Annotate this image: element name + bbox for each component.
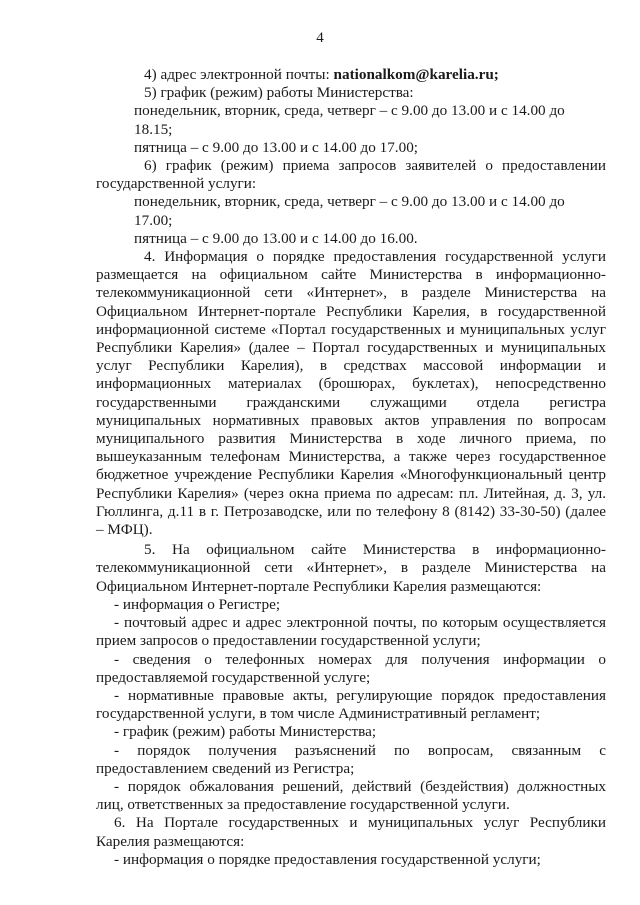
- text-line: пятница – с 9.00 до 13.00 и с 14.00 до 17.00;: [134, 138, 419, 156]
- list-item: - нормативные правовые акты, регулирующие порядок предоставления: [114, 686, 606, 704]
- page-number: 4: [316, 30, 324, 46]
- text-line: муниципальных нормативных правовых актов управления по вопросам: [96, 411, 606, 429]
- list-item: - почтовый адрес и адрес электронной почты, по которым осуществляется: [114, 614, 606, 632]
- text-line: Официальном Интернет-портале Республики Карелия размещаются:: [96, 577, 542, 595]
- text-line: государственной услуги, в том числе Административный регламент;: [96, 705, 541, 723]
- text-line: предоставлением сведений из Регистра;: [96, 759, 355, 777]
- list-item: - информация о порядке предоставления государственной услуги;: [114, 850, 541, 868]
- text-line: – МФЦ).: [96, 521, 153, 539]
- text-line: Республики Карелия» (далее – Портал государственных и муниципальных: [96, 339, 606, 357]
- text-line: предоставляемой государственной услуге;: [96, 668, 371, 686]
- text-line: прием запросов о предоставлении государственной услуги;: [96, 632, 481, 650]
- list-item: - сведения о телефонных номерах для получения информации о: [114, 650, 606, 668]
- list-item: - график (режим) работы Министерства;: [114, 723, 377, 741]
- list-item: - порядок получения разъяснений по вопросам, связанным с: [114, 741, 606, 759]
- text-line: телекоммуникационной сети «Интернет», в разделе Министерства на: [96, 559, 606, 577]
- list-item: - порядок обжалования решений, действий (бездействия) должностных: [114, 777, 606, 795]
- text-line: 6) график (режим) приема запросов заявителей о предоставлении: [144, 157, 606, 175]
- text-line: лиц, ответственных за предоставление государственной услуги.: [96, 796, 510, 814]
- text-line: 5) график (режим) работы Министерства:: [144, 84, 414, 102]
- document-body: [96, 66, 606, 869]
- text-line: понедельник, вторник, среда, четверг – с 9.00 до 13.00 и с 14.00 до 18.15;: [134, 102, 565, 138]
- text-line: информационной системе «Портал государственных и муниципальных услуг: [96, 320, 606, 338]
- text-line: муниципального развития Министерства в ходе личного приема, по: [96, 430, 606, 448]
- text-line: государственными гражданскими служащими отдела регистра: [96, 393, 606, 411]
- text-line: телекоммуникационной сети «Интернет», в разделе Министерства на: [96, 284, 606, 302]
- email-address: nationalkom@karelia.ru;: [333, 66, 499, 83]
- text-line: бюджетное учреждение Республики Карелия «Многофункциональный центр: [96, 466, 606, 484]
- text-line: Гюллинга, д.11 в г. Петрозаводске, или по телефону 8 (8142) 33-30-50) (далее: [96, 502, 606, 520]
- text-line: Официальном Интернет-портале Республики Карелия, в государственной: [96, 302, 606, 320]
- text-line: услуг Республики Карелия), в средствах массовой информации и: [96, 357, 606, 375]
- text-line: 5. На официальном сайте Министерства в информационно-: [144, 541, 606, 559]
- text-line: информационных материалах (брошюрах, буклетах), непосредственно: [96, 375, 606, 393]
- text-line: Карелия размещаются:: [96, 832, 245, 850]
- text-line: пятница – с 9.00 до 13.00 и с 14.00 до 16.00.: [134, 229, 418, 247]
- text-line: 6. На Портале государственных и муниципальных услуг Республики: [114, 814, 606, 832]
- list-item: - информация о Регистре;: [114, 595, 281, 613]
- text-line: государственной услуги:: [96, 175, 257, 193]
- text-line: 4) адрес электронной почты: nationalkom@karelia.ru;: [144, 66, 499, 83]
- text-line: 4. Информация о порядке предоставления государственной услуги: [144, 248, 606, 266]
- text-line: вышеуказанным телефонам Министерства, а также через государственное: [96, 448, 606, 466]
- text-line: Республики Карелия» (через окна приема по адресам: пл. Литейная, д. 3, ул.: [96, 484, 606, 502]
- text-line: размещается на официальном сайте Министерства в информационно-: [96, 266, 606, 284]
- text-line: понедельник, вторник, среда, четверг – с 9.00 до 13.00 и с 14.00 до 17.00;: [134, 193, 565, 229]
